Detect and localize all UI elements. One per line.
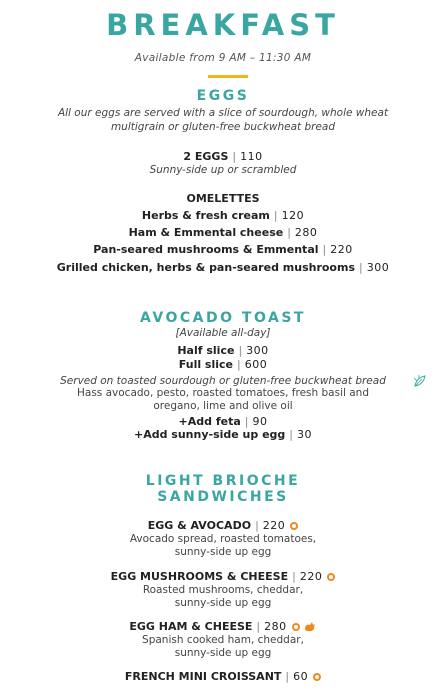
half-slice-item: Half slice | 300 (177, 344, 269, 357)
egg-icon (290, 522, 298, 530)
sandwich-desc: sunny-side up egg (174, 597, 272, 609)
sandwich-desc: Avocado spread, roasted tomatoes, (129, 533, 317, 545)
omelette-item: Pan-seared mushrooms & Emmental | 220 (93, 243, 353, 256)
two-eggs-price: 110 (240, 150, 263, 163)
title-divider (208, 75, 248, 78)
brioche-heading-line2: SANDWICHES (157, 489, 289, 505)
sandwich-desc: sunny-side up egg (174, 546, 272, 558)
two-eggs-name: 2 EGGS (183, 150, 229, 163)
omelette-item: Grilled chicken, herbs & pan-seared mushrooms | 300 (56, 261, 390, 274)
egg-icon (327, 573, 335, 581)
addon-item: +Add sunny-side up egg | 30 (133, 428, 313, 441)
avocado-served: Served on toasted sourdough or gluten-free buckwheat bread (60, 375, 386, 387)
omelette-item: Herbs & fresh cream | 120 (141, 209, 305, 222)
omelettes-heading: OMELETTES (186, 192, 260, 205)
eggs-heading: EGGS (196, 88, 250, 104)
avocado-desc-line1: Hass avocado, pesto, roasted tomatoes, fresh basil and (76, 387, 369, 399)
sandwich-desc: Roasted mushrooms, cheddar, (142, 584, 304, 596)
avocado-desc-line2: oregano, lime and olive oil (153, 400, 293, 412)
chicken-icon (303, 620, 317, 633)
sandwich-desc: sunny-side up egg (174, 647, 272, 659)
sandwich-desc: Spanish cooked ham, cheddar, (142, 634, 304, 646)
eggs-note-line2: multigrain or gluten-free buckwheat bread (110, 121, 336, 133)
sandwich-item: EGG & AVOCADO | 220 (0, 519, 446, 532)
two-eggs-desc: Sunny-side up or scrambled (149, 164, 297, 176)
full-slice-item: Full slice | 600 (178, 358, 268, 371)
egg-icon (313, 673, 321, 681)
egg-icon (292, 623, 300, 631)
addon-item: +Add feta | 90 (178, 415, 268, 428)
brioche-heading-line1: LIGHT BRIOCHE (145, 473, 301, 489)
avocado-availability: [Available all-day] (175, 327, 271, 339)
menu-title: BREAKFAST (106, 8, 340, 42)
leaf-icon (413, 374, 427, 388)
sandwich-item: EGG HAM & CHEESE | 280 (0, 620, 446, 633)
avocado-heading: AVOCADO TOAST (140, 310, 306, 326)
two-eggs-item: 2 EGGS | 110 (183, 150, 263, 163)
sandwich-item: FRENCH MINI CROISSANT | 60 (0, 670, 446, 683)
eggs-note-line1: All our eggs are served with a slice of sourdough, whole wheat (57, 107, 389, 119)
omelette-item: Ham & Emmental cheese | 280 (128, 226, 318, 239)
sandwich-item: EGG MUSHROOMS & CHEESE | 220 (0, 570, 446, 583)
availability-text: Available from 9 AM – 11:30 AM (134, 52, 312, 64)
